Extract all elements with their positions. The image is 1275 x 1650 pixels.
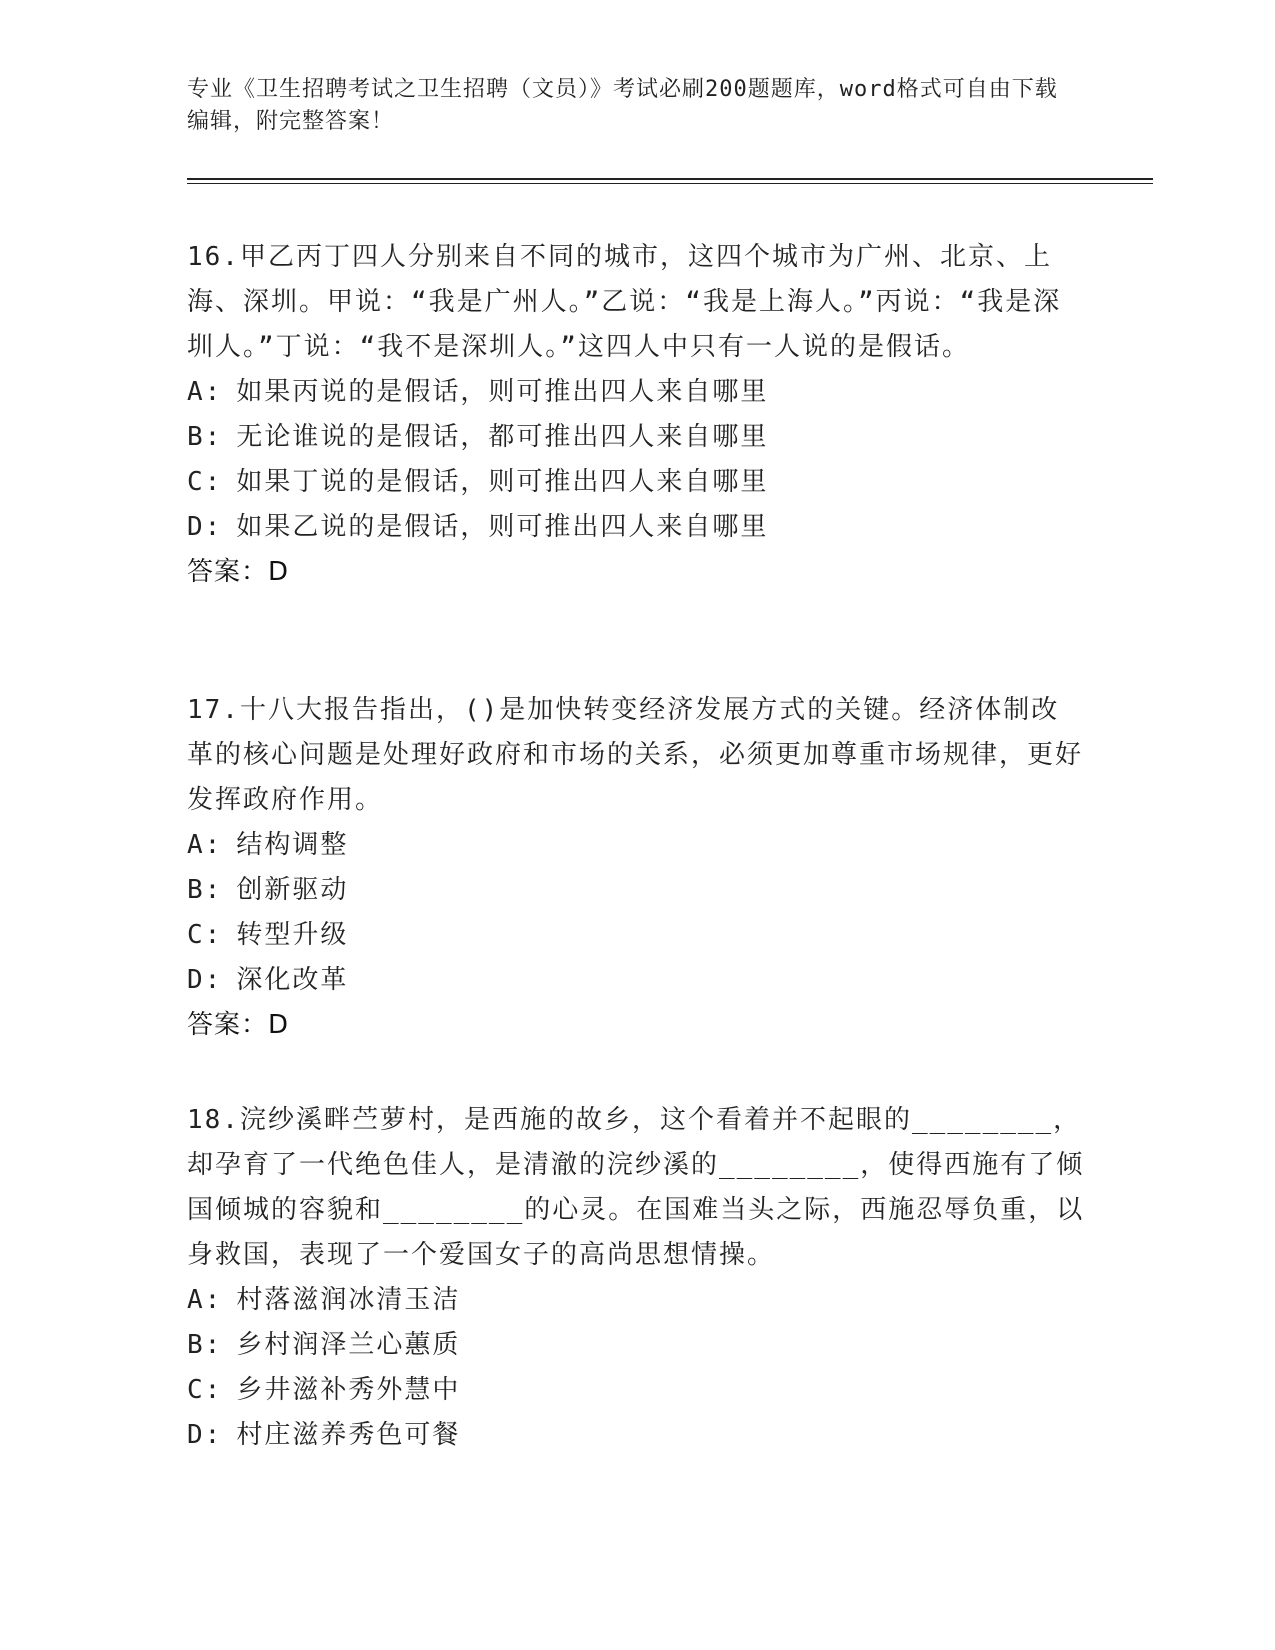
question-17 [187, 688, 1087, 1048]
option-a [187, 1278, 1087, 1323]
option-text: 如果丙说的是假话，则可推出四人来自哪里 [236, 377, 769, 407]
option-text: 创新驱动 [236, 875, 349, 905]
question-stem: 17.十八大报告指出，()是加快转变经济发展方式的关键。经济体制改革的核心问题是处理好政府和市场的关系，必须更加尊重市场规律，更好发挥政府作用。 [187, 695, 1084, 815]
document-header-title: 专业《卫生招聘考试之卫生招聘（文员）》考试必刷200题题库，word格式可自由下载编辑，附完整答案！ [187, 77, 1058, 134]
option-b [187, 1323, 1087, 1368]
option-letter: C: [187, 920, 223, 950]
option-text: 乡井滋补秀外慧中 [236, 1375, 461, 1405]
option-b [187, 868, 1087, 913]
option-letter: A: [187, 1285, 223, 1315]
option-text: 无论谁说的是假话，都可推出四人来自哪里 [236, 422, 769, 452]
option-d [187, 1413, 1087, 1458]
option-letter: C: [187, 467, 223, 497]
option-letter: B: [187, 1330, 223, 1360]
option-b [187, 415, 1087, 460]
option-text: 乡村润泽兰心蕙质 [236, 1330, 461, 1360]
option-a [187, 370, 1087, 415]
option-text: 村落滋润冰清玉洁 [236, 1285, 461, 1315]
option-d [187, 958, 1087, 1003]
option-text: 转型升级 [236, 920, 349, 950]
question-stem: 16.甲乙丙丁四人分别来自不同的城市，这四个城市为广州、北京、上海、深圳。甲说：“我是广州人。”乙说：“我是上海人。”丙说：“我是深圳人。”丁说：“我不是深圳人。”这四人中只有一人说的是假话。 [187, 242, 1062, 362]
option-text: 结构调整 [236, 830, 349, 860]
option-letter: A: [187, 830, 223, 860]
option-d [187, 505, 1087, 550]
option-c [187, 460, 1087, 505]
option-c [187, 913, 1087, 958]
option-a [187, 823, 1087, 868]
option-text: 如果丁说的是假话，则可推出四人来自哪里 [236, 467, 769, 497]
answer-line: 答案：D [187, 557, 290, 587]
option-letter: B: [187, 422, 223, 452]
header-divider-top [187, 178, 1153, 180]
option-letter: D: [187, 1420, 223, 1450]
option-letter: C: [187, 1375, 223, 1405]
option-letter: D: [187, 512, 223, 542]
option-text: 深化改革 [236, 965, 349, 995]
question-stem: 18.浣纱溪畔苎萝村，是西施的故乡，这个看着并不起眼的________，却孕育了一代绝色佳人，是清澈的浣纱溪的________，使得西施有了倾国倾城的容貌和________的心灵。在国难当头之际，西施忍辱负重，以身救国，表现了一个爱国女子的高尚思想情操。 [187, 1105, 1085, 1270]
option-letter: B: [187, 875, 223, 905]
question-16 [187, 235, 1087, 595]
option-text: 如果乙说的是假话，则可推出四人来自哪里 [236, 512, 769, 542]
option-c [187, 1368, 1087, 1413]
header-divider-bottom [187, 183, 1153, 184]
option-letter: D: [187, 965, 223, 995]
option-text: 村庄滋养秀色可餐 [236, 1420, 461, 1450]
option-letter: A: [187, 377, 223, 407]
answer-line: 答案：D [187, 1010, 290, 1040]
question-18 [187, 1098, 1087, 1458]
